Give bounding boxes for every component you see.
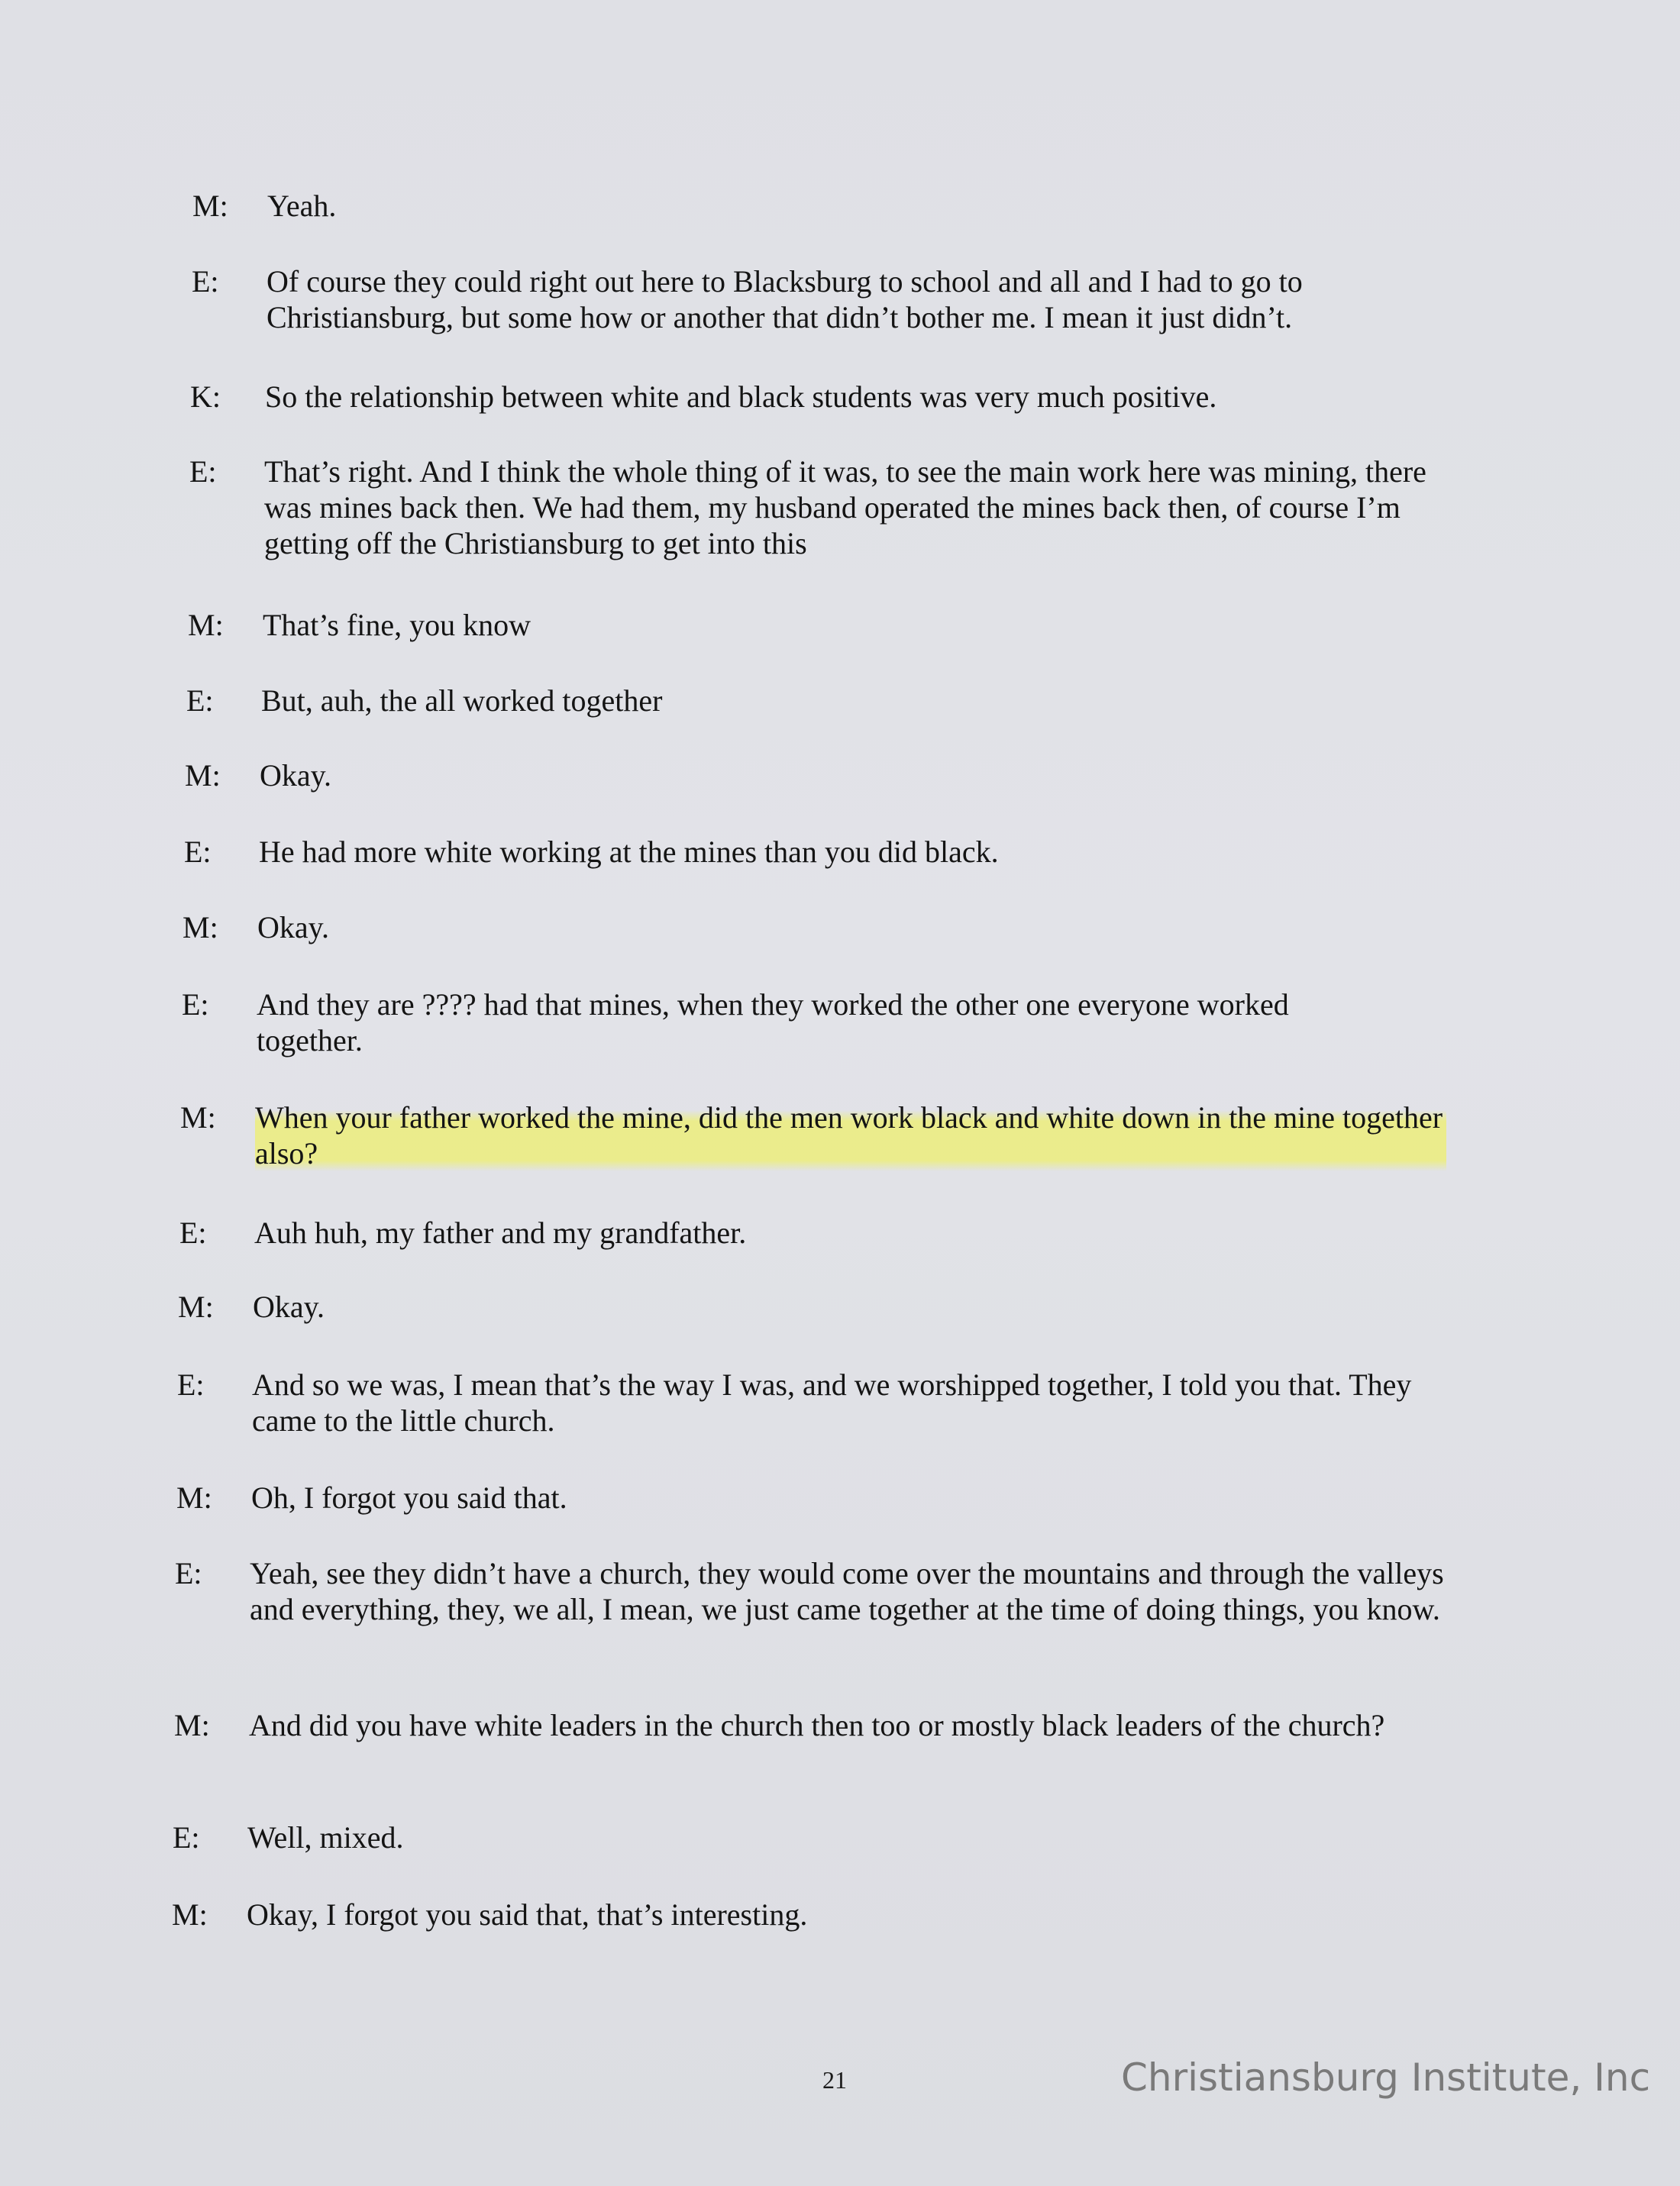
speaker-label: E: xyxy=(173,1820,200,1855)
utterance-text: And did you have white leaders in the church then too or mostly black leaders of the church? xyxy=(249,1708,1385,1742)
speaker-label: M: xyxy=(176,1480,212,1515)
utterance-text: Okay. xyxy=(260,758,332,793)
speaker-label: E: xyxy=(192,264,219,299)
speaker-label: E: xyxy=(179,1216,207,1250)
utterance-text: He had more white working at the mines than you did black. xyxy=(259,835,999,869)
utterance-text: That’s fine, you know xyxy=(263,608,531,642)
utterance-text: And they are ???? had that mines, when they worked the other one everyone worked together. xyxy=(257,987,1289,1057)
utterance-text: That’s right. And I think the whole thing of it was, to see the main work here was mining, there was mines back then. We had them, my husband operated the mines back then, of course I’m getting off the Christiansburg to get into this xyxy=(264,454,1426,560)
utterance-text: Okay. xyxy=(257,910,330,944)
utterance-text: So the relationship between white and black students was very much positive. xyxy=(265,379,1217,414)
utterance-text: Okay, I forgot you said that, that’s interesting. xyxy=(247,1897,808,1932)
utterance-text: Yeah. xyxy=(267,189,337,223)
speaker-label: K: xyxy=(190,379,221,414)
utterance-text: Of course they could right out here to Blacksburg to school and all and I had to go to Christiansburg, but some how or another that didn’t bother me. I mean it just didn’t. xyxy=(267,264,1303,334)
utterance-text: Auh huh, my father and my grandfather. xyxy=(254,1216,747,1250)
speaker-label: M: xyxy=(185,758,221,793)
speaker-label: E: xyxy=(182,987,209,1022)
speaker-label: M: xyxy=(180,1100,216,1135)
utterance-text: Yeah, see they didn’t have a church, they would come over the mountains and through the valleys and everything, they, we all, I mean, we just came together at the time of doing things, you know. xyxy=(250,1556,1444,1626)
speaker-label: E: xyxy=(184,835,212,869)
page-number: 21 xyxy=(822,2066,847,2094)
speaker-label: E: xyxy=(177,1367,205,1402)
speaker-label: M: xyxy=(183,910,218,944)
highlighted-utterance-text: When your father worked the mine, did the men work black and white down in the mine together also? xyxy=(255,1099,1446,1171)
speaker-label: M: xyxy=(192,189,228,223)
utterance-text: But, auh, the all worked together xyxy=(261,683,663,718)
speaker-label: E: xyxy=(189,454,217,489)
speaker-label: M: xyxy=(178,1290,214,1324)
publisher-watermark: Christiansburg Institute, Inc xyxy=(1121,2055,1651,2100)
speaker-label: M: xyxy=(188,608,224,642)
utterance-text: And so we was, I mean that’s the way I was, and we worshipped together, I told you that. They came to the little church. xyxy=(252,1367,1412,1438)
speaker-label: M: xyxy=(172,1897,208,1932)
utterance-text: Oh, I forgot you said that. xyxy=(251,1480,567,1515)
speaker-label: E: xyxy=(175,1556,202,1590)
speaker-label: M: xyxy=(174,1708,210,1742)
speaker-label: E: xyxy=(186,683,214,718)
utterance-text: Okay. xyxy=(253,1290,325,1324)
utterance-text: Well, mixed. xyxy=(247,1820,404,1855)
